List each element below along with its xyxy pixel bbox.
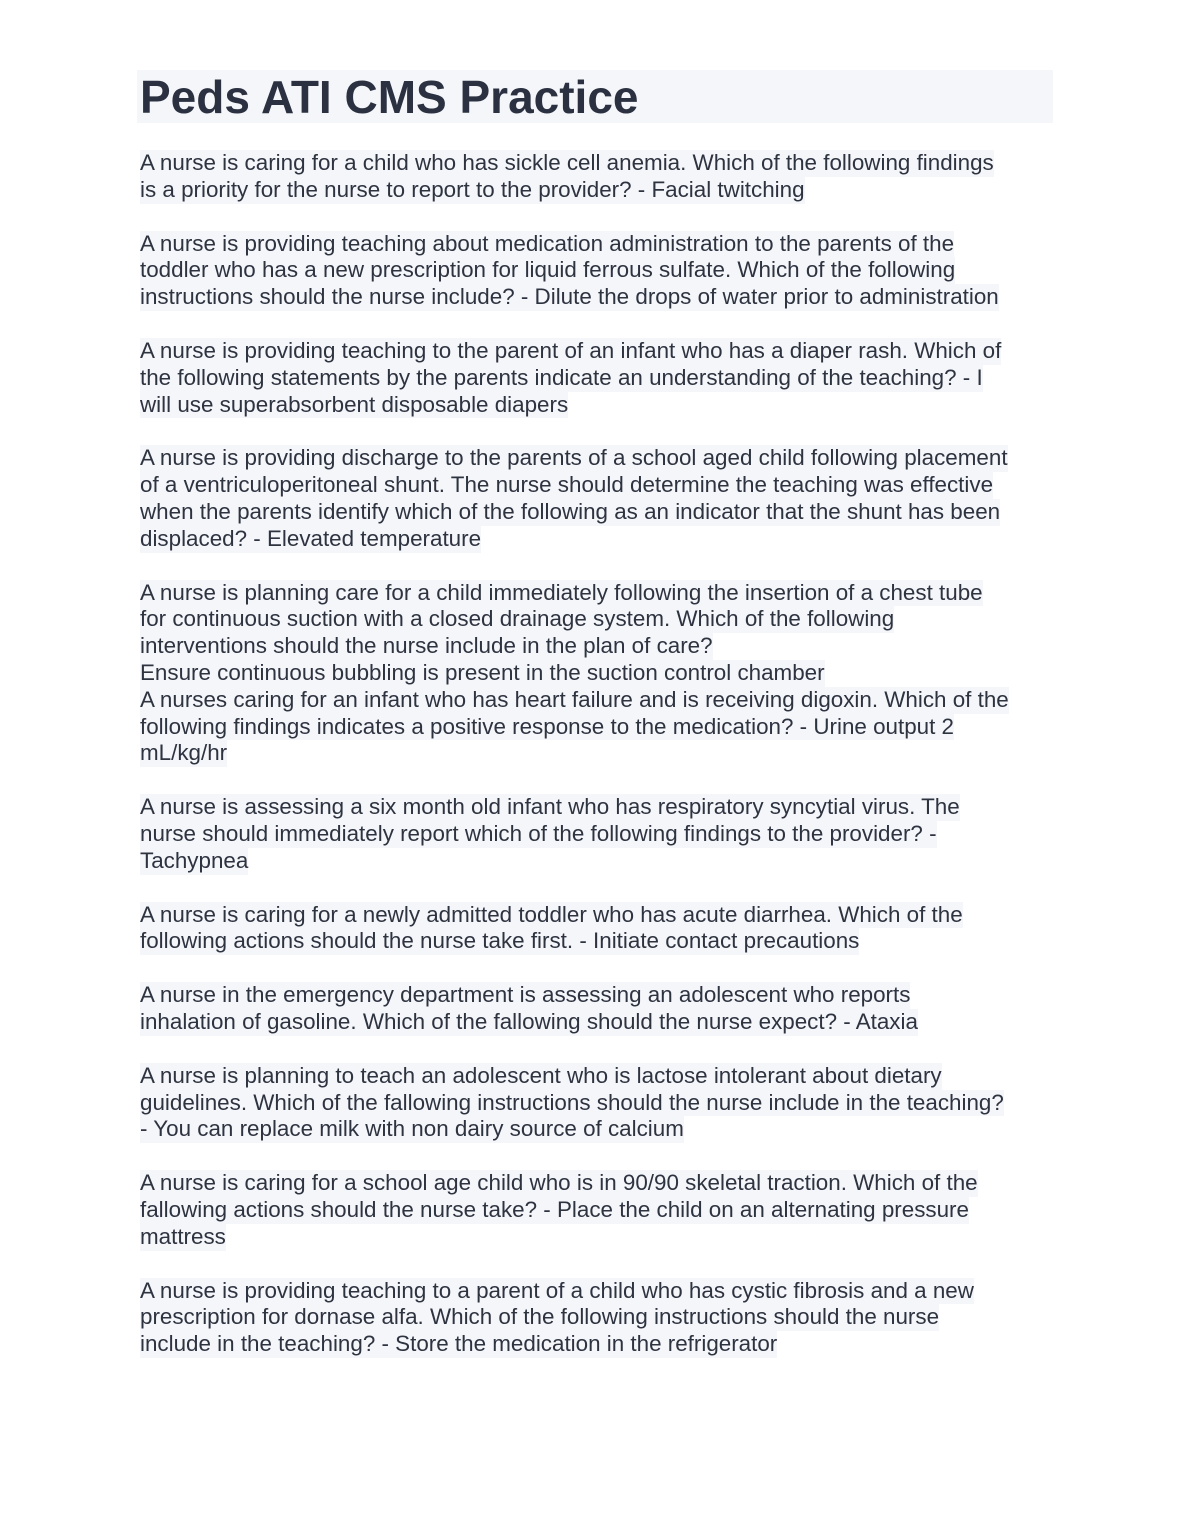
text-line: nurse should immediately report which of the following findings to the provider? - [140,820,937,846]
question-paragraph [140,445,1009,552]
text-line: A nurse is assessing a six month old infant who has respiratory syncytial virus. The [140,794,960,820]
question-paragraph [140,794,1009,874]
text-line: interventions should the nurse include in the plan of care? [140,633,713,659]
text-line: instructions should the nurse include? - Dilute the drops of water prior to administration [140,284,999,310]
text-line: A nurse is caring for a school age child who is in 90/90 skeletal traction. Which of the [140,1170,978,1196]
text-line: Ensure continuous bubbling is present in the suction control chamber [140,659,825,685]
document-body [140,150,1009,1385]
text-line: A nurse is providing discharge to the parents of a school aged child following placement [140,445,1008,471]
text-line: A nurse is caring for a newly admitted toddler who has acute diarrhea. Which of the [140,901,963,927]
question-paragraph [140,982,1009,1036]
title-banner [137,70,1053,123]
text-line: prescription for dornase alfa. Which of the following instructions should the nurse [140,1304,940,1330]
text-line: A nurse is planning to teach an adolescent who is lactose intolerant about dietary [140,1062,942,1088]
question-paragraph [140,902,1009,956]
text-line: displaced? - Elevated temperature [140,525,482,551]
text-line: A nurse is providing teaching to the parent of an infant who has a diaper rash. Which of [140,337,1002,363]
text-line: A nurse is planning care for a child immediately following the insertion of a chest tube [140,579,983,605]
text-line: A nurse in the emergency department is assessing an adolescent who reports [140,982,911,1008]
text-line: mL/kg/hr [140,740,228,766]
text-line: mattress [140,1223,226,1249]
page-title: Peds ATI CMS Practice [140,71,639,123]
text-line: - You can replace milk with non dairy source of calcium [140,1116,684,1142]
text-line: for continuous suction with a closed drainage system. Which of the following [140,606,895,632]
question-paragraph [140,150,1009,204]
question-paragraph [140,1278,1009,1358]
text-line: Tachypnea [140,847,249,873]
text-line: when the parents identify which of the following as an indicator that the shunt has been [140,498,1001,524]
text-line: A nurse is providing teaching to a parent of a child who has cystic fibrosis and a new [140,1277,974,1303]
question-paragraph [140,231,1009,311]
text-line: A nurse is caring for a child who has sickle cell anemia. Which of the following findings [140,150,994,175]
text-line: of a ventriculoperitoneal shunt. The nurse should determine the teaching was effective [140,472,994,498]
text-line: A nurses caring for an infant who has heart failure and is receiving digoxin. Which of the [140,686,1009,712]
text-line: inhalation of gasoline. Which of the fallowing should the nurse expect? - Ataxia [140,1008,918,1034]
text-line: include in the teaching? - Store the medication in the refrigerator [140,1331,778,1357]
text-line: following findings indicates a positive response to the medication? - Urine output 2 [140,713,955,739]
text-line: guidelines. Which of the fallowing instructions should the nurse include in the teaching? [140,1089,1004,1115]
text-line: fallowing actions should the nurse take? - Place the child on an alternating pressure [140,1196,969,1222]
text-line: following actions should the nurse take first. - Initiate contact precautions [140,928,860,954]
question-paragraph [140,338,1009,418]
text-line: A nurse is providing teaching about medication administration to the parents of the [140,230,955,256]
text-line: toddler who has a new prescription for liquid ferrous sulfate. Which of the following [140,257,956,283]
text-line: the following statements by the parents indicate an understanding of the teaching? - I [140,364,983,390]
text-line: will use superabsorbent disposable diapers [140,391,569,417]
text-line: is a priority for the nurse to report to the provider? - Facial twitching [140,176,805,202]
question-paragraph [140,580,1009,768]
question-paragraph [140,1170,1009,1250]
question-paragraph [140,1063,1009,1143]
